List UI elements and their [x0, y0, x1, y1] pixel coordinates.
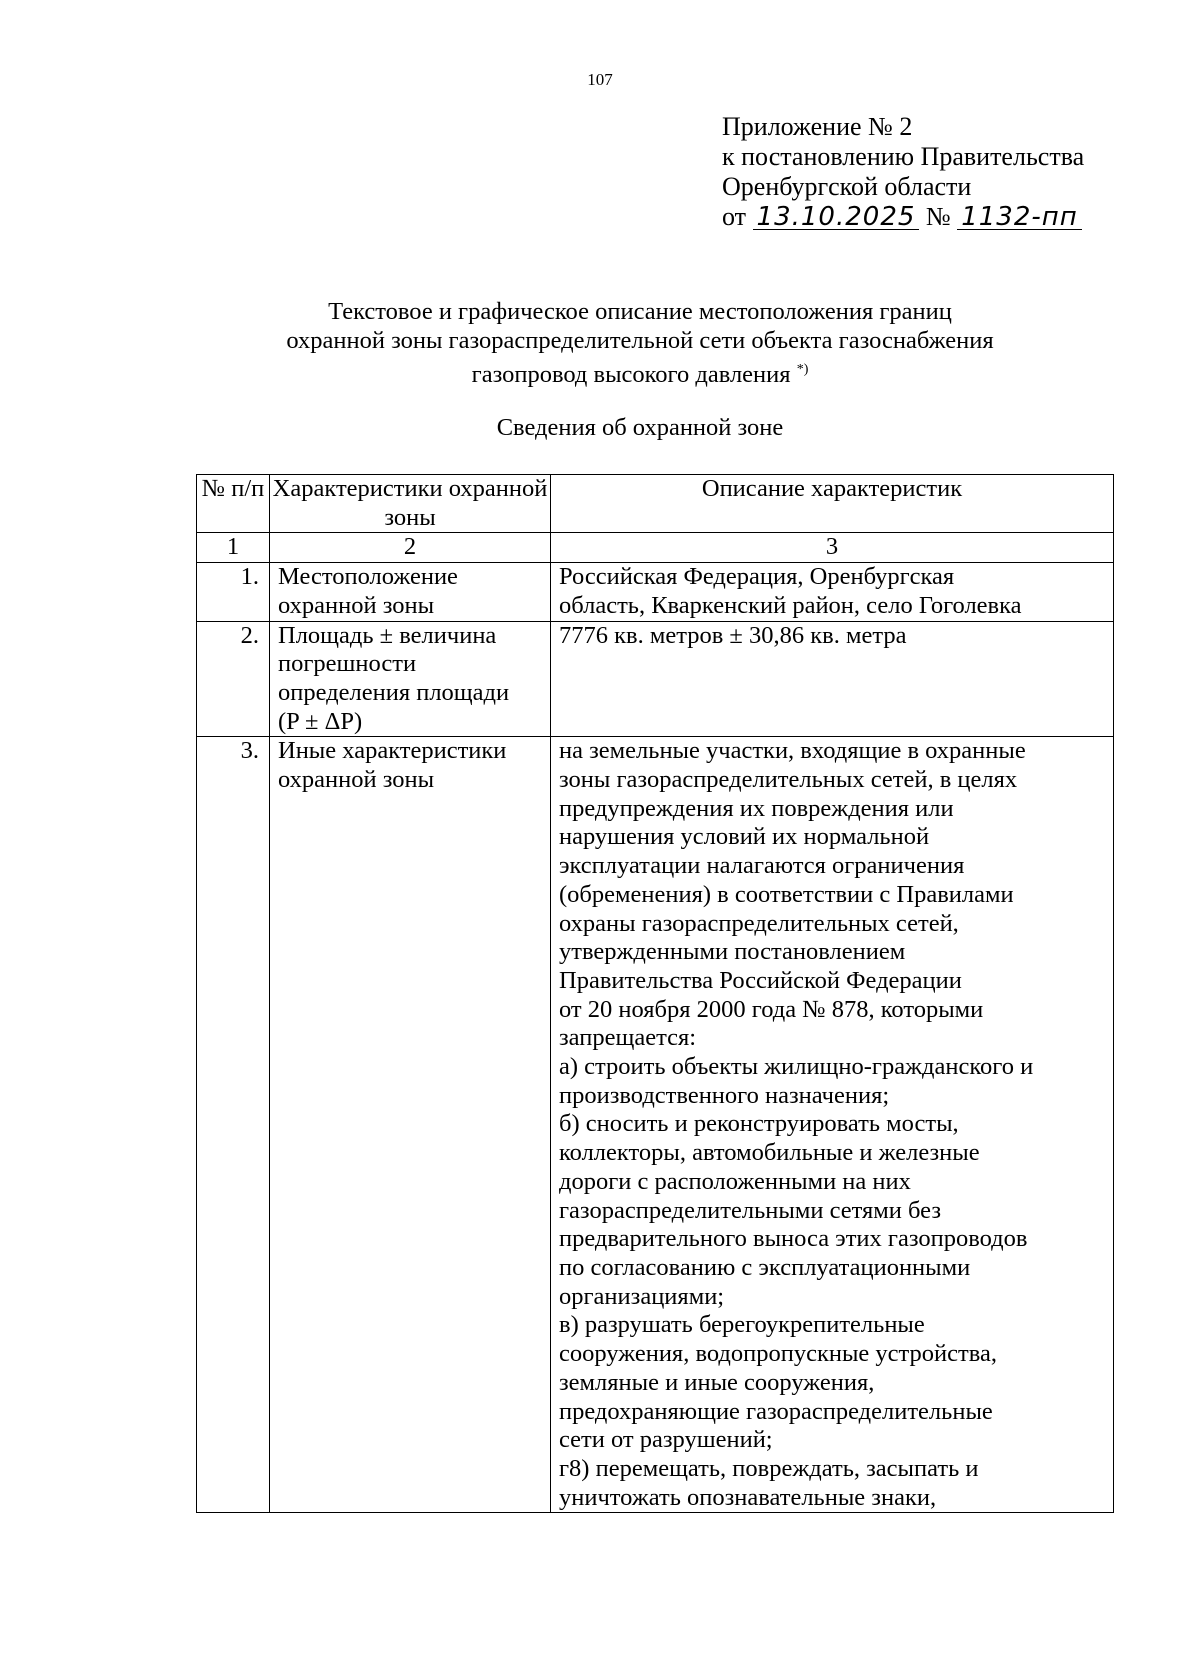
protection-zone-table [196, 474, 1114, 1513]
column-number: 1 [197, 533, 270, 563]
description-line: по согласованию с эксплуатационными [559, 1253, 971, 1281]
description-line: Российская Федерация, Оренбургская [559, 563, 955, 591]
title-line-3: газопровод высокого давления *) [471, 361, 809, 388]
row-number: 2. [197, 621, 270, 737]
page-number: 107 [587, 70, 613, 89]
document-title [0, 297, 1200, 389]
row-characteristic [270, 737, 551, 1513]
description-line: сети от разрушений; [559, 1426, 773, 1454]
section-title: Сведения об охранной зоне [496, 414, 784, 441]
number-prefix: № [925, 202, 951, 231]
characteristic-line: Иные характеристики [278, 737, 507, 765]
description-line: предупреждения их повреждения или [559, 794, 954, 822]
column-number-row [197, 533, 1114, 563]
row-number: 1. [197, 563, 270, 621]
row-description [551, 737, 1114, 1513]
header-description: Описание характеристик [551, 475, 1114, 533]
description-line: г8) перемещать, повреждать, засыпать и [559, 1454, 979, 1482]
description-line: газораспределительными сетями без [559, 1196, 942, 1224]
appendix-line-2: к постановлению Правительства [722, 142, 1085, 171]
table-row [197, 563, 1114, 621]
characteristic-line: Площадь ± величина [278, 621, 497, 649]
description-line: производственного назначения; [559, 1081, 890, 1109]
appendix-date-line [722, 202, 1084, 232]
description-line: утвержденными постановлением [559, 938, 906, 966]
description-line: зоны газораспределительных сетей, в целях [559, 766, 1018, 794]
characteristic-line: Местоположение [278, 563, 458, 591]
row-description [551, 621, 1114, 737]
description-line: охраны газораспределительных сетей, [559, 909, 959, 937]
row-characteristic [270, 563, 551, 621]
characteristic-line: определения площади [278, 678, 510, 706]
appendix-block [722, 112, 1084, 232]
description-line: 7776 кв. метров ± 30,86 кв. метра [559, 621, 907, 649]
description-line: в) разрушать берегоукрепительные [559, 1311, 925, 1339]
footnote-mark: *) [796, 362, 809, 377]
description-line: нарушения условий их нормальной [559, 823, 930, 851]
column-number: 3 [551, 533, 1114, 563]
header-characteristic: Характеристики охранной зоны [270, 475, 551, 533]
description-line: уничтожать опознавательные знаки, [559, 1483, 937, 1511]
characteristic-line: охранной зоны [278, 591, 435, 619]
description-line: организациями; [559, 1282, 725, 1310]
row-characteristic [270, 621, 551, 737]
table-row [197, 737, 1114, 1513]
description-line: а) строить объекты жилищно-гражданского и [559, 1053, 1034, 1081]
description-line: на земельные участки, входящие в охранные [559, 737, 1026, 765]
header-num: № п/п [197, 475, 270, 533]
description-line: земляные и иные сооружения, [559, 1368, 875, 1396]
title-line-1: Текстовое и графическое описание местоположения границ [328, 298, 952, 325]
description-line: запрещается: [559, 1024, 697, 1052]
appendix-line-1: Приложение № 2 [722, 112, 913, 141]
description-line: сооружения, водопропускные устройства, [559, 1340, 997, 1368]
date-prefix: от [722, 202, 747, 231]
description-line: дороги с расположенными на них [559, 1167, 911, 1195]
description-line: Правительства Российской Федерации [559, 966, 962, 994]
appendix-line-3: Оренбургской области [722, 172, 972, 201]
column-number: 2 [270, 533, 551, 563]
table-header-row [197, 475, 1114, 533]
description-line: эксплуатации налагаются ограничения [559, 852, 965, 880]
title-line-2: охранной зоны газораспределительной сети объекта газоснабжения [286, 327, 994, 354]
description-line: предварительного выноса этих газопроводов [559, 1225, 1028, 1253]
description-line: предохраняющие газораспределительные [559, 1397, 993, 1425]
description-line: коллекторы, автомобильные и железные [559, 1139, 980, 1167]
description-line: (обременения) в соответствии с Правилами [559, 880, 1014, 908]
description-line: от 20 ноября 2000 года № 878, которыми [559, 995, 984, 1023]
row-description [551, 563, 1114, 621]
handwritten-number: 1132-пп [957, 205, 1082, 230]
table-row [197, 621, 1114, 737]
characteristic-line: (P ± ΔP) [278, 707, 363, 735]
description-line: б) сносить и реконструировать мосты, [559, 1110, 959, 1138]
characteristic-line: охранной зоны [278, 766, 435, 794]
row-number: 3. [197, 737, 270, 1513]
characteristic-line: погрешности [278, 650, 417, 678]
handwritten-date: 13.10.2025 [753, 205, 920, 230]
description-line: область, Кваркенский район, село Гоголевка [559, 591, 1022, 619]
